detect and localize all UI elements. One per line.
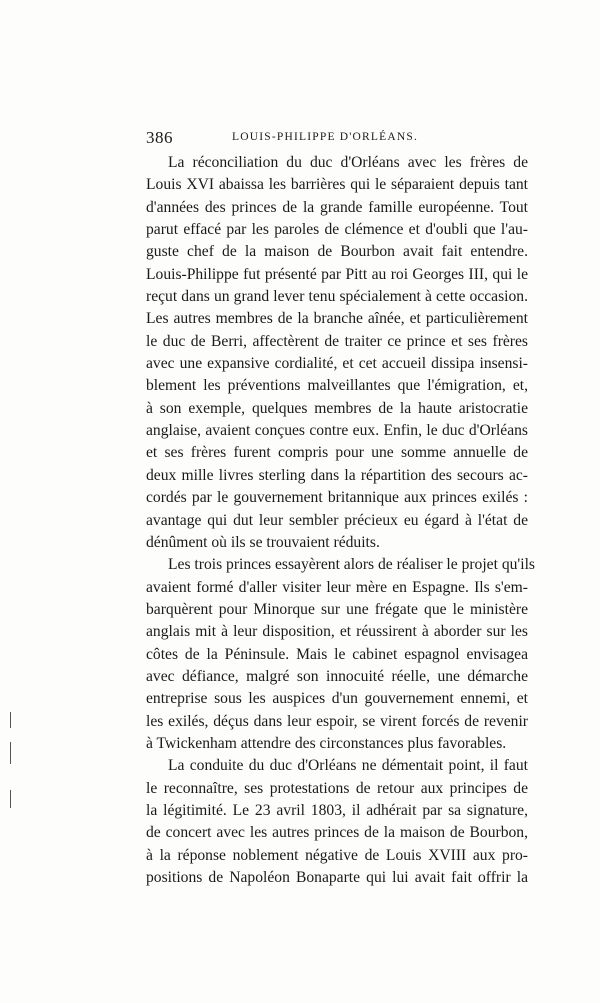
text-line: avec défiance, malgré son innocuité réelle, une démarche xyxy=(146,667,528,685)
text-line: et ses frères furent compris pour une somme annuelle de xyxy=(146,444,528,462)
scan-mark xyxy=(10,790,11,808)
text-line: Les autres membres de la branche aînée, et particulièrement xyxy=(146,310,528,328)
text-line: avaient formé d'aller visiter leur mère en Espagne. Ils s'em- xyxy=(146,578,528,596)
text-line: de concert avec les autres princes de la maison de Bourbon, xyxy=(146,824,528,842)
scan-mark xyxy=(10,742,11,764)
text-line: guste chef de la maison de Bourbon avait fait entendre. xyxy=(146,243,528,261)
scan-mark xyxy=(10,712,11,728)
text-line: côtes de la Péninsule. Mais le cabinet espagnol envisagea xyxy=(146,645,528,663)
body-text xyxy=(146,152,535,889)
text-line: le reconnaître, ses protestations de retour aux principes de xyxy=(146,779,528,797)
text-line: avantage qui dut leur sembler précieux eu égard à l'état de xyxy=(146,511,528,529)
text-line: Louis XVI abaissa les barrières qui le séparaient depuis tant xyxy=(146,176,528,194)
text-line: blement les préventions malveillantes que l'émigration, et, xyxy=(146,377,528,395)
text-line: avec une expansive cordialité, et cet accueil dissipa insensi- xyxy=(146,355,528,373)
running-head xyxy=(146,128,526,148)
running-title: LOUIS-PHILIPPE D'ORLÉANS. xyxy=(232,131,419,143)
text-line: cordés par le gouvernement britannique aux princes exilés : xyxy=(146,489,528,507)
text-line: dénûment où ils se trouvaient réduits. xyxy=(146,533,380,551)
text-line: La conduite du duc d'Orléans ne démentait point, il faut xyxy=(168,757,528,775)
text-line: deux mille livres sterling dans la répartition des secours ac- xyxy=(146,466,528,484)
text-line: anglais mit à leur disposition, et réussirent à aborder sur les xyxy=(146,623,528,641)
text-line: à son exemple, quelques membres de la haute aristocratie xyxy=(146,399,528,417)
text-line: Louis-Philippe fut présenté par Pitt au roi Georges III, qui le xyxy=(146,265,528,283)
text-line: anglaise, avaient conçues contre eux. Enfin, le duc d'Orléans xyxy=(146,422,528,440)
text-line: reçut dans un grand lever tenu spécialement à cette occasion. xyxy=(146,288,528,306)
text-line: d'années des princes de la grande famille européenne. Tout xyxy=(146,198,528,216)
text-line: Les trois princes essayèrent alors de réaliser le projet qu'ils xyxy=(168,556,535,574)
text-line: la légitimité. Le 23 avril 1803, il adhérait par sa signature, xyxy=(146,801,528,819)
text-line: le duc de Berri, affectèrent de traiter ce prince et ses frères xyxy=(146,332,528,350)
text-line: La réconciliation du duc d'Orléans avec les frères de xyxy=(168,154,528,171)
text-line: entreprise sous les auspices d'un gouvernement ennemi, et xyxy=(146,690,528,708)
text-line: parut effacé par les paroles de clémence et d'oubli que l'au- xyxy=(146,221,528,239)
text-line: positions de Napoléon Bonaparte qui lui avait fait offrir la xyxy=(146,869,528,886)
text-line: barquèrent pour Minorque sur une frégate que le ministère xyxy=(146,600,528,618)
text-line: les exilés, déçus dans leur espoir, se virent forcés de revenir xyxy=(146,712,528,730)
page-number: 386 xyxy=(146,128,173,147)
text-line: à Twickenham attendre des circonstances plus favorables. xyxy=(146,734,507,752)
text-line: à la réponse noblement négative de Louis XVIII aux pro- xyxy=(146,846,528,864)
